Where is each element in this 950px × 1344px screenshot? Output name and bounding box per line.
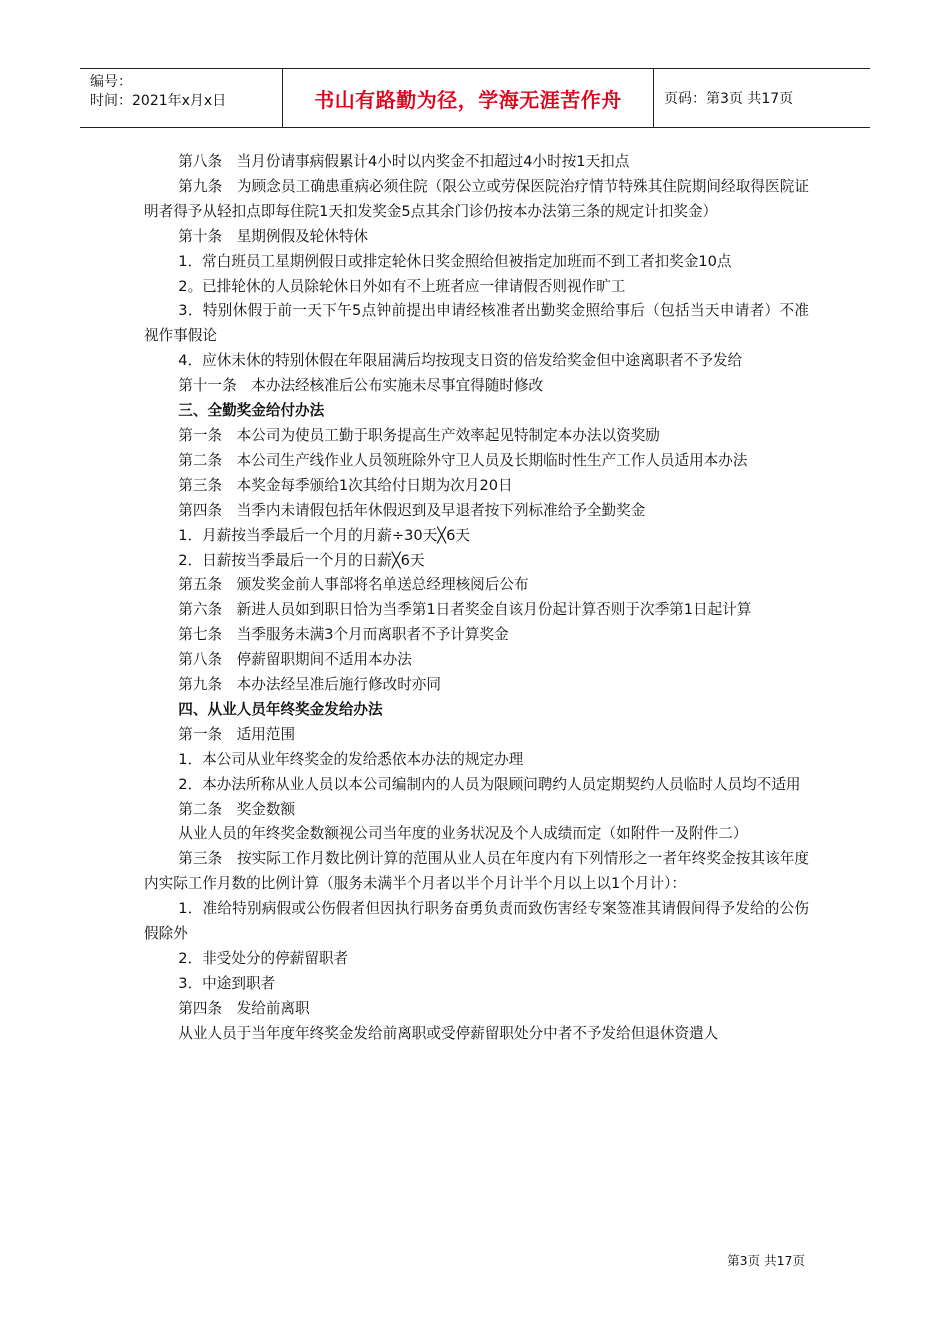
paragraph: 第六条 新进人员如到职日恰为当季第1日者奖金自该月份起计算否则于次季第1日起计算 [178,601,752,619]
paragraph: 第十条 星期例假及轮休特休 [178,227,369,245]
paragraph: 第二条 奖金数额 [178,800,296,818]
paragraph: 第八条 停薪留职期间不适用本办法 [178,651,412,669]
paragraph: 第三条 本奖金每季颁给1次其给付日期为次月20日 [178,476,513,494]
paragraph: 第一条 本公司为使员工勤于职务提高生产效率起见特制定本办法以资奖励 [178,426,660,444]
paragraph: 第九条 为顾念员工确患重病必须住院（限公立或劳保医院治疗情节特殊其住院期间经取得医院证明者得予从轻扣点即每住院1天扣发奖金5点其余门诊仍按本办法第三条的规定计扣奖金） [144,177,809,220]
paragraph: 从业人员于当年度年终奖金发给前离职或受停薪留职处分中者不予发给但退休资遣人 [178,1024,719,1042]
section-heading: 四、从业人员年终奖金发给办法 [178,700,383,718]
paragraph: 第二条 本公司生产线作业人员领班除外守卫人员及长期临时性生产工作人员适用本办法 [178,451,748,469]
paragraph: 第八条 当月份请事病假累计4小时以内奖金不扣超过4小时按1天扣点 [178,153,630,170]
paragraph: 2．本办法所称从业人员以本公司编制内的人员为限顾问聘约人员定期契约人员临时人员均不适用 [178,775,801,793]
paragraph: 第一条 适用范围 [178,725,296,743]
paragraph: 第十一条 本办法经核准后公布实施未尽事宜得随时修改 [178,377,544,395]
paragraph: 4．应休未休的特别休假在年限届满后均按现支日资的倍发给奖金但中途离职者不予发给 [178,352,743,370]
paragraph: 3．中途到职者 [178,974,276,992]
paragraph: 2．日薪按当季最后一个月的日薪╳6天 [178,551,425,569]
page-header [80,68,870,128]
paragraph: 3．特别休假于前一天下午5点钟前提出申请经核准者出勤奖金照给事后（包括当天申请者）不准视作事假论 [144,302,809,345]
paragraph: 1．准给特别病假或公伤假者但因执行职务奋勇负责而致伤害经专案签准其请假间得予发给的公伤假除外 [144,900,809,943]
page-footer: 第3页 共17页 [727,1253,805,1268]
paragraph: 第五条 颁发奖金前人事部将名单送总经理核阅后公布 [178,576,529,594]
paragraph: 从业人员的年终奖金数额视公司当年度的业务状况及个人成绩而定（如附件一及附件二） [178,825,748,843]
paragraph: 第七条 当季服务未满3个月而离职者不予计算奖金 [178,626,509,644]
paragraph: 1．月薪按当季最后一个月的月薪÷30天╳6天 [178,526,470,544]
paragraph: 第三条 按实际工作月数比例计算的范围从业人员在年度内有下列情形之一者年终奖金按其该年度内实际工作月数的比例计算（服务未满半个月者以半个月计半个月以上以1个月计）： [144,850,809,893]
section-heading: 三、全勤奖金给付办法 [178,402,325,420]
paragraph: 2．非受处分的停薪留职者 [178,950,349,967]
paragraph: 1．本公司从业年终奖金的发给悉依本办法的规定办理 [178,750,524,768]
header-page-label: 页码：第3页 共17页 [664,91,794,107]
paragraph: 第九条 本办法经呈准后施行修改时亦同 [178,676,441,694]
paragraph: 第四条 当季内未请假包括年休假迟到及早退者按下列标准给予全勤奖金 [178,501,646,519]
header-info-cell [80,69,282,127]
paragraph: 2。已排轮休的人员除轮休日外如有不上班者应一律请假否则视作旷工 [178,277,626,295]
document-body [144,150,809,1047]
date-label: 时间：2021年x月x日 [90,93,227,109]
header-motto: 书山有路勤为径，学海无涯苦作舟 [282,69,654,127]
serial-label: 编号： [90,74,132,90]
paragraph: 第四条 发给前离职 [178,999,310,1017]
paragraph: 1．常白班员工星期例假日或排定轮休日奖金照给但被指定加班而不到工者扣奖金10点 [178,252,732,270]
